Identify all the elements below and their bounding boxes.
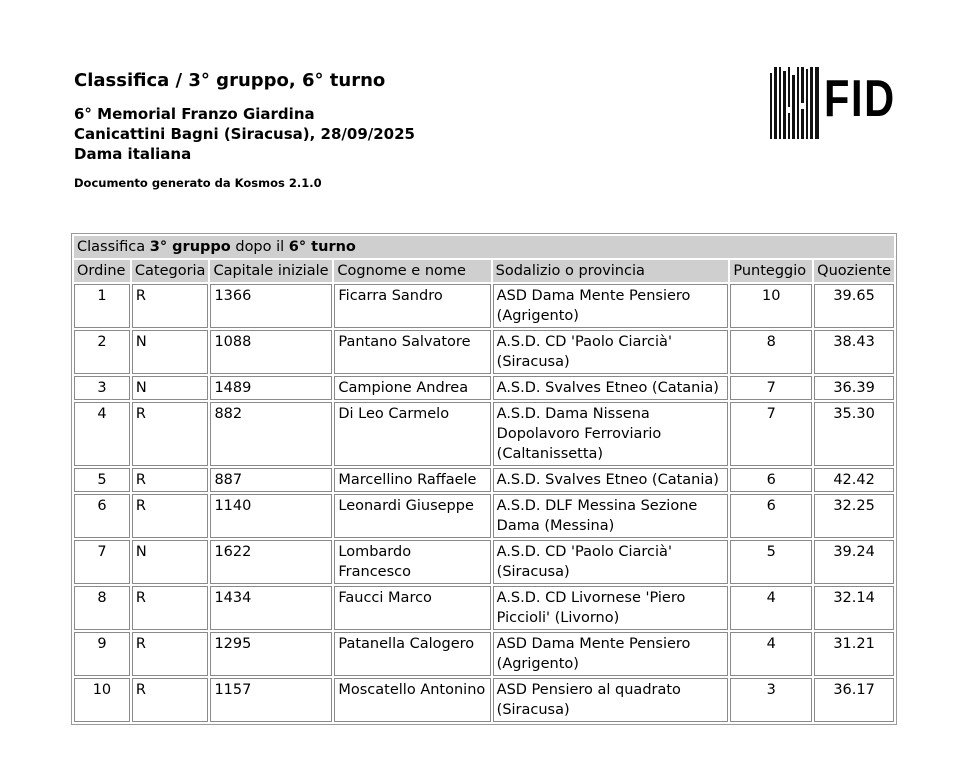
cell-nome: Di Leo Carmelo	[334, 402, 490, 466]
cell-capitale: 882	[210, 402, 332, 466]
cell-ordine: 1	[74, 284, 130, 328]
cell-punteggio: 7	[730, 376, 812, 400]
col-punteggio: Punteggio	[730, 260, 812, 282]
cell-sodalizio: A.S.D. Dama Nissena Dopolavoro Ferroviario (Caltanissetta)	[493, 402, 729, 466]
cell-sodalizio: A.S.D. DLF Messina Sezione Dama (Messina)	[493, 494, 729, 538]
cell-capitale: 1157	[210, 678, 332, 722]
cell-categoria: R	[132, 494, 209, 538]
table-row	[74, 586, 894, 630]
cell-sodalizio: A.S.D. CD 'Paolo Ciarcià' (Siracusa)	[493, 330, 729, 374]
cell-quoziente: 38.43	[814, 330, 894, 374]
cell-categoria: R	[132, 632, 209, 676]
col-ordine: Ordine	[74, 260, 130, 282]
cell-categoria: N	[132, 540, 209, 584]
cell-nome: Campione Andrea	[334, 376, 490, 400]
cell-categoria: R	[132, 402, 209, 466]
fid-logo-text: FID	[824, 70, 896, 128]
cell-quoziente: 42.42	[814, 468, 894, 492]
cell-punteggio: 8	[730, 330, 812, 374]
discipline: Dama italiana	[74, 145, 192, 163]
cell-ordine: 10	[74, 678, 130, 722]
cell-quoziente: 39.65	[814, 284, 894, 328]
cell-punteggio: 10	[730, 284, 812, 328]
table-row	[74, 330, 894, 374]
cell-ordine: 7	[74, 540, 130, 584]
table-row	[74, 540, 894, 584]
event-name: 6° Memorial Franzo Giardina	[74, 105, 315, 123]
cell-quoziente: 35.30	[814, 402, 894, 466]
col-capitale: Capitale iniziale	[210, 260, 332, 282]
cell-categoria: R	[132, 468, 209, 492]
cell-categoria: R	[132, 284, 209, 328]
col-sodalizio: Sodalizio o provincia	[493, 260, 729, 282]
table-row	[74, 468, 894, 492]
caption-turn: 6° turno	[288, 239, 356, 255]
caption-group: 3° gruppo	[149, 239, 231, 255]
fid-logo-stripes-icon	[770, 67, 820, 141]
table-row	[74, 402, 894, 466]
cell-ordine: 9	[74, 632, 130, 676]
fid-logo	[770, 67, 896, 141]
cell-ordine: 3	[74, 376, 130, 400]
cell-ordine: 5	[74, 468, 130, 492]
cell-sodalizio: ASD Dama Mente Pensiero (Agrigento)	[493, 284, 729, 328]
cell-categoria: N	[132, 376, 209, 400]
cell-categoria: R	[132, 586, 209, 630]
table-row	[74, 678, 894, 722]
cell-capitale: 1434	[210, 586, 332, 630]
cell-sodalizio: ASD Dama Mente Pensiero (Agrigento)	[493, 632, 729, 676]
cell-sodalizio: A.S.D. Svalves Etneo (Catania)	[493, 468, 729, 492]
ranking-table	[71, 233, 897, 725]
cell-capitale: 887	[210, 468, 332, 492]
cell-ordine: 8	[74, 586, 130, 630]
table-caption: Classifica 3° gruppo dopo il 6° turno	[74, 236, 894, 258]
cell-punteggio: 3	[730, 678, 812, 722]
cell-quoziente: 39.24	[814, 540, 894, 584]
col-categoria: Categoria	[132, 260, 209, 282]
cell-nome: Patanella Calogero	[334, 632, 490, 676]
cell-ordine: 6	[74, 494, 130, 538]
cell-quoziente: 32.25	[814, 494, 894, 538]
cell-ordine: 4	[74, 402, 130, 466]
cell-categoria: R	[132, 678, 209, 722]
cell-ordine: 2	[74, 330, 130, 374]
table-row	[74, 284, 894, 328]
cell-categoria: N	[132, 330, 209, 374]
cell-nome: Pantano Salvatore	[334, 330, 490, 374]
column-header-row	[74, 260, 894, 282]
cell-nome: Marcellino Raffaele	[334, 468, 490, 492]
cell-capitale: 1140	[210, 494, 332, 538]
cell-punteggio: 6	[730, 494, 812, 538]
cell-punteggio: 6	[730, 468, 812, 492]
cell-sodalizio: A.S.D. CD Livornese 'Piero Piccioli' (Livorno)	[493, 586, 729, 630]
cell-punteggio: 4	[730, 586, 812, 630]
col-nome: Cognome e nome	[334, 260, 490, 282]
cell-quoziente: 32.14	[814, 586, 894, 630]
table-row	[74, 376, 894, 400]
event-place-date: Canicattini Bagni (Siracusa), 28/09/2025	[74, 125, 415, 143]
cell-nome: Moscatello Antonino	[334, 678, 490, 722]
page-title: Classifica / 3° gruppo, 6° turno	[74, 70, 386, 91]
cell-nome: Ficarra Sandro	[334, 284, 490, 328]
cell-capitale: 1489	[210, 376, 332, 400]
cell-quoziente: 31.21	[814, 632, 894, 676]
cell-capitale: 1088	[210, 330, 332, 374]
cell-capitale: 1622	[210, 540, 332, 584]
generated-by: Documento generato da Kosmos 2.1.0	[74, 176, 322, 190]
cell-nome: Leonardi Giuseppe	[334, 494, 490, 538]
cell-punteggio: 7	[730, 402, 812, 466]
table-row	[74, 494, 894, 538]
cell-punteggio: 4	[730, 632, 812, 676]
cell-sodalizio: A.S.D. Svalves Etneo (Catania)	[493, 376, 729, 400]
cell-nome: Lombardo Francesco	[334, 540, 490, 584]
cell-quoziente: 36.17	[814, 678, 894, 722]
cell-punteggio: 5	[730, 540, 812, 584]
cell-capitale: 1366	[210, 284, 332, 328]
cell-capitale: 1295	[210, 632, 332, 676]
cell-sodalizio: ASD Pensiero al quadrato (Siracusa)	[493, 678, 729, 722]
cell-quoziente: 36.39	[814, 376, 894, 400]
cell-nome: Faucci Marco	[334, 586, 490, 630]
cell-sodalizio: A.S.D. CD 'Paolo Ciarcià' (Siracusa)	[493, 540, 729, 584]
col-quoziente: Quoziente	[814, 260, 894, 282]
table-row	[74, 632, 894, 676]
